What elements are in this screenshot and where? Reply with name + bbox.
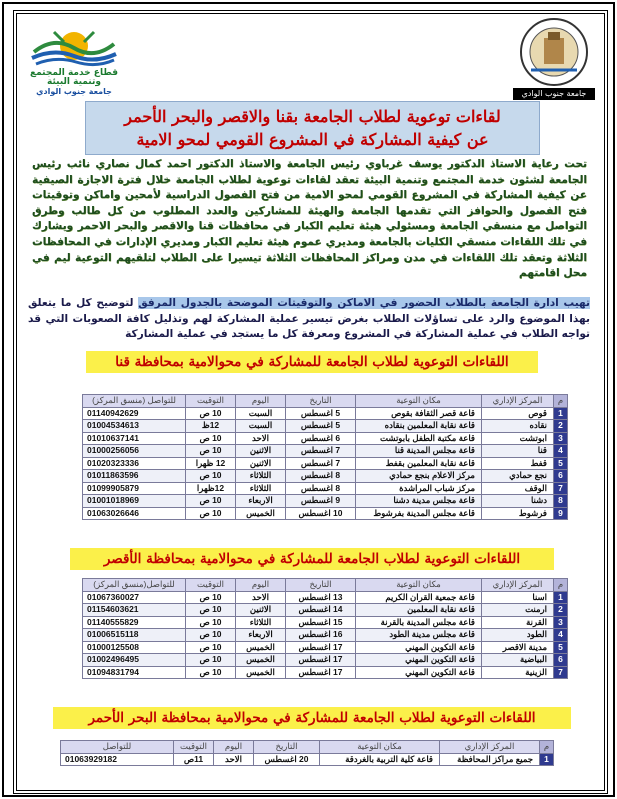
column-header: المركز الإداري — [482, 579, 554, 592]
notice-highlight: تهيب ادارة الجامعة بالطلاب الحضور في الاماكن والتوقيتات الموضحة بالجدول المرفق — [138, 297, 591, 309]
table-cell: 11ص — [174, 753, 214, 766]
table-cell: قاعة التكوين المهني — [356, 641, 482, 654]
table-cell: 10 ص — [186, 591, 236, 604]
table-cell: 15 اغسطس — [286, 616, 356, 629]
table-cell: القرنة — [482, 616, 554, 629]
table-cell: الاربعاء — [236, 495, 286, 508]
table-row — [83, 495, 568, 508]
column-header: مكان التوعية — [320, 741, 440, 754]
table-cell: قاعة مجلس المدينة بفرشوط — [356, 507, 482, 520]
table-cell: السبت — [236, 420, 286, 433]
table-cell: 2 — [554, 604, 568, 617]
notice-rest: لتوضيح كل ما يتعلق بهذا الموضوع والرد على تساؤلات الطلاب بغرض تيسير عملية المشاركة لهم وتذليل كافة الصعوبات التي قد تواجه الطلاب في عملية المشاركة في المشروع ومعرفة كل ما يستجد في عملية المشاركة — [28, 297, 590, 341]
table-cell: الخميس — [236, 641, 286, 654]
table-row — [83, 616, 568, 629]
sun-waves-icon — [24, 24, 124, 68]
table-cell: مركز شباب المراشدة — [356, 482, 482, 495]
table-cell: الثلاثاء — [236, 616, 286, 629]
table-cell: الاثنين — [236, 445, 286, 458]
table-row — [83, 654, 568, 667]
table-cell: ارمنت — [482, 604, 554, 617]
table-cell: الخميس — [236, 654, 286, 667]
table-cell: مدينة الاقصر — [482, 641, 554, 654]
logo-line-1: قطاع خدمة المجتمع — [29, 68, 118, 78]
table-cell: قاعة نقابة المعلمين بنقاده — [356, 420, 482, 433]
table-row — [83, 457, 568, 470]
table-cell: 10 ص — [186, 654, 236, 667]
table-cell: 01006515118 — [83, 629, 186, 642]
table-cell: 17 اغسطس — [286, 641, 356, 654]
column-header: للتواصل(منسق المركز) — [83, 579, 186, 592]
table-row — [83, 445, 568, 458]
column-header: التاريخ — [286, 395, 356, 408]
logo-line-3: جامعة جنوب الوادي — [36, 87, 112, 96]
table-cell: الزينية — [482, 666, 554, 679]
column-header: اليوم — [236, 579, 286, 592]
table-cell: نقاده — [482, 420, 554, 433]
table-redsea — [60, 740, 554, 766]
table-cell: 5 اغسطس — [286, 420, 356, 433]
table-row — [83, 591, 568, 604]
table-cell: قاعة مجلس مدينة الطود — [356, 629, 482, 642]
table-cell: 01020323336 — [83, 457, 186, 470]
table-cell: 7 اغسطس — [286, 457, 356, 470]
table-cell: 12ظهرا — [186, 482, 236, 495]
table-cell: 14 اغسطس — [286, 604, 356, 617]
table-row — [83, 432, 568, 445]
table-cell: 5 اغسطس — [286, 407, 356, 420]
table-cell: 7 — [554, 482, 568, 495]
table-cell: الاربعاء — [236, 629, 286, 642]
table-cell: قاعة مجلس المدينة قنا — [356, 445, 482, 458]
table-cell: 16 اغسطس — [286, 629, 356, 642]
table-cell: اسنا — [482, 591, 554, 604]
table-cell: 01067360027 — [83, 591, 186, 604]
table-cell: 17 اغسطس — [286, 666, 356, 679]
table-row — [83, 407, 568, 420]
table-cell: 9 اغسطس — [286, 495, 356, 508]
table-cell: 01094831794 — [83, 666, 186, 679]
table-cell: مركز الاعلام بنجع حمادي — [356, 470, 482, 483]
community-service-logo — [24, 24, 124, 96]
table-cell: البياضية — [482, 654, 554, 667]
table-cell: نجع حمادي — [482, 470, 554, 483]
table-cell: 5 — [554, 641, 568, 654]
table-cell: قاعة التكوين المهني — [356, 654, 482, 667]
table-cell: قاعة مجلس المدينة بالقرنة — [356, 616, 482, 629]
table-cell: قاعة التكوين المهني — [356, 666, 482, 679]
table-cell: 1 — [540, 753, 554, 766]
table-cell: قاعة قصر الثقافة بقوص — [356, 407, 482, 420]
table-cell: 01063929182 — [61, 753, 174, 766]
table-cell: قاعة نقابة المعلمين بقفط — [356, 457, 482, 470]
table-cell: 10 ص — [186, 432, 236, 445]
table-cell: 01000125508 — [83, 641, 186, 654]
table-header-row — [83, 579, 568, 592]
table-cell: 8 اغسطس — [286, 482, 356, 495]
table-cell: 10 ص — [186, 616, 236, 629]
headline-box — [85, 101, 540, 155]
table-cell: الاثنين — [236, 457, 286, 470]
table-cell: 10 ص — [186, 407, 236, 420]
table-cell: 6 اغسطس — [286, 432, 356, 445]
table-cell: دشنا — [482, 495, 554, 508]
table-row — [83, 470, 568, 483]
table-cell: 10 ص — [186, 641, 236, 654]
column-header: التوقيت — [174, 741, 214, 754]
column-header: المركز الإداري — [440, 741, 540, 754]
table-cell: 01002496495 — [83, 654, 186, 667]
page — [2, 2, 615, 797]
table-cell: 10 ص — [186, 445, 236, 458]
table-cell: 01099905879 — [83, 482, 186, 495]
table-cell: قفط — [482, 457, 554, 470]
table-cell: قاعة مجلس مدينة دشنا — [356, 495, 482, 508]
table-cell: 01010637141 — [83, 432, 186, 445]
table-cell: 01154603621 — [83, 604, 186, 617]
intro-paragraph: تحت رعاية الاستاذ الدكتور يوسف غرباوي رئيس الجامعة والاستاذ الدكتور احمد كمال نصاري نائب رئيس الجامعة لشئون خدمة المجتمع وتنمية البيئة تعقد لقاءات توعوية لطلاب الجامعة خلال فترة الاجازة الصيفية عن كيفية المشاركة في المشروع القومي لمحو الامية من فتح الفصول الدراسية لأمحين واماكن وتوقيتات فتح الفصول والحوافز التي تقدمها الجامعة والهيئة للمشاركين والعدد المطلوب من كل طالب وطرق التواصل مع منسقي الجامعة ومسئولي هيئة تعليم الكبار في محافظات قنا والاقصر والبحر الاحمر ويشارك في تلك اللقاءات منسقي الكليات بالجامعة ومديري عموم هيئة تعليم الكبار ومديري الإدارات في المحافظات الثلاثة وتعقد تلك اللقاءات في مدن ومراكز المحافظات الثلاثة تيسيرا على الطلاب لتلقيهم التوعية ليم في محل اقامتهم — [32, 158, 587, 280]
table-cell: 10 ص — [186, 470, 236, 483]
table-cell: 3 — [554, 616, 568, 629]
table-qena — [82, 394, 568, 520]
table-row — [83, 507, 568, 520]
table-cell: 1 — [554, 591, 568, 604]
table-cell: 01001018969 — [83, 495, 186, 508]
column-header: مكان التوعية — [356, 579, 482, 592]
table-cell: 7 — [554, 666, 568, 679]
column-header: المركز الإداري — [482, 395, 554, 408]
column-header: التاريخ — [254, 741, 320, 754]
table-row — [83, 641, 568, 654]
column-header: مكان التوعية — [356, 395, 482, 408]
banner-luxor: اللقاءات التوعوية لطلاب الجامعة للمشاركة في محوالامية بمحافظة الأقصر — [70, 548, 554, 570]
table-cell: جميع مراكز المحافظة — [440, 753, 540, 766]
table-row — [61, 753, 554, 766]
table-cell: 10 ص — [186, 666, 236, 679]
table-cell: فرشوط — [482, 507, 554, 520]
column-header: للتواصل (منسق المركز) — [83, 395, 186, 408]
table-cell: 12ظ — [186, 420, 236, 433]
table-cell: 6 — [554, 654, 568, 667]
banner-qena: اللقاءات التوعوية لطلاب الجامعة للمشاركة في محوالامية بمحافظة قنا — [86, 351, 538, 373]
table-cell: 12 ظهرا — [186, 457, 236, 470]
table-row — [83, 604, 568, 617]
column-header: م — [554, 579, 568, 592]
table-cell: الثلاثاء — [236, 470, 286, 483]
headline-line-2: عن كيفية المشاركة في المشروع القومي لمحو الامية — [136, 130, 489, 149]
table-row — [83, 666, 568, 679]
table-cell: 10 اغسطس — [286, 507, 356, 520]
table-cell: 10 ص — [186, 507, 236, 520]
banner-redsea: اللقاءات التوعوية لطلاب الجامعة للمشاركة في محوالامية بمحافظة البحر الأحمر — [53, 707, 571, 729]
table-luxor — [82, 578, 568, 679]
table-cell: 5 — [554, 457, 568, 470]
table-cell: قوص — [482, 407, 554, 420]
table-cell: السبت — [236, 407, 286, 420]
university-caption: جامعة جنوب الوادي — [513, 88, 595, 100]
table-cell: الطود — [482, 629, 554, 642]
table-cell: 4 — [554, 445, 568, 458]
column-header: التوقيت — [186, 395, 236, 408]
table-cell: الوقف — [482, 482, 554, 495]
table-cell: 17 اغسطس — [286, 654, 356, 667]
column-header: م — [540, 741, 554, 754]
table-row — [83, 629, 568, 642]
table-header-row — [83, 395, 568, 408]
table-cell: الخميس — [236, 507, 286, 520]
table-cell: 20 اغسطس — [254, 753, 320, 766]
table-cell: 13 اغسطس — [286, 591, 356, 604]
table-cell: 01140555829 — [83, 616, 186, 629]
table-cell: 2 — [554, 420, 568, 433]
column-header: التوقيت — [186, 579, 236, 592]
column-header: للتواصل — [61, 741, 174, 754]
university-seal-icon — [513, 16, 595, 88]
table-cell: 01004534613 — [83, 420, 186, 433]
table-cell: قاعة جمعية القران الكريم — [356, 591, 482, 604]
column-header: م — [554, 395, 568, 408]
table-cell: الاثنين — [236, 604, 286, 617]
column-header: اليوم — [236, 395, 286, 408]
logo-line-2: وتنمية البيئة — [47, 77, 101, 87]
table-cell: الاحد — [236, 432, 286, 445]
table-cell: 9 — [554, 507, 568, 520]
column-header: اليوم — [214, 741, 254, 754]
table-cell: الاحد — [236, 591, 286, 604]
table-cell: ابوتشت — [482, 432, 554, 445]
table-cell: 01011863596 — [83, 470, 186, 483]
table-cell: قاعة نقابة المعلمين — [356, 604, 482, 617]
table-cell: 10 ص — [186, 604, 236, 617]
table-cell: قاعة مكتبة الطفل بابوتشت — [356, 432, 482, 445]
table-row — [83, 420, 568, 433]
table-cell: الثلاثاء — [236, 482, 286, 495]
column-header: التاريخ — [286, 579, 356, 592]
table-row — [83, 482, 568, 495]
table-cell: 01140942629 — [83, 407, 186, 420]
table-cell: 1 — [554, 407, 568, 420]
table-cell: قنا — [482, 445, 554, 458]
table-header-row — [61, 741, 554, 754]
notice-paragraph — [28, 296, 590, 343]
university-logo — [513, 16, 595, 101]
table-cell: 10 ص — [186, 629, 236, 642]
table-cell: قاعة كلية التربية بالغردقة — [320, 753, 440, 766]
table-cell: 4 — [554, 629, 568, 642]
table-cell: 7 اغسطس — [286, 445, 356, 458]
table-cell: 01000256056 — [83, 445, 186, 458]
table-cell: 01063026646 — [83, 507, 186, 520]
table-cell: الاحد — [214, 753, 254, 766]
table-cell: 3 — [554, 432, 568, 445]
table-cell: 8 اغسطس — [286, 470, 356, 483]
headline-line-1: لقاءات توعوية لطلاب الجامعة بقنا والاقصر والبحر الأحمر — [124, 107, 501, 126]
table-cell: الخميس — [236, 666, 286, 679]
table-cell: 8 — [554, 495, 568, 508]
table-cell: 6 — [554, 470, 568, 483]
table-cell: 10 ص — [186, 495, 236, 508]
